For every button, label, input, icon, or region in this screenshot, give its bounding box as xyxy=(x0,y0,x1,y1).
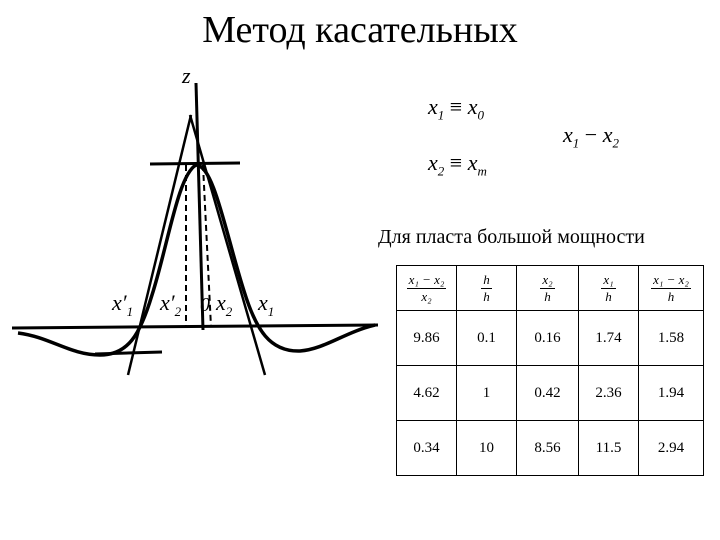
table-row xyxy=(397,311,704,366)
header-cell: $\frac{\text{x₂}}{h}$ xyxy=(517,266,579,311)
table-cell: 1 xyxy=(457,366,517,421)
table-row xyxy=(397,366,704,421)
table-cell: 0.16 xyxy=(517,311,579,366)
table-cell: 2.94 xyxy=(639,421,704,476)
table-row xyxy=(397,421,704,476)
header-cell: $\frac{\text{x₁ − x₂}}{\text{x₂}}$ xyxy=(397,266,457,311)
table-cell: 1.58 xyxy=(639,311,704,366)
table-cell: 4.62 xyxy=(397,366,457,421)
label-zero: 0 xyxy=(200,294,210,316)
results-table xyxy=(396,265,704,476)
header-cell: $\frac{\text{x₁ − x₂}}{h}$ xyxy=(639,266,704,311)
table-cell: 0.1 xyxy=(457,311,517,366)
header-cell: $\frac{\text{x₁}}{h}$ xyxy=(579,266,639,311)
table-cell: 9.86 xyxy=(397,311,457,366)
table-caption: Для пласта большой мощности xyxy=(378,226,645,248)
table-cell: 8.56 xyxy=(517,421,579,476)
left-tangent-line xyxy=(128,115,191,375)
equation-x1-x0: $x_1 \equiv x_0$ xyxy=(428,94,484,123)
table-cell: 0.42 xyxy=(517,366,579,421)
table-header-row xyxy=(397,266,704,311)
tangent-method-figure xyxy=(0,55,390,395)
baseline xyxy=(12,325,378,328)
table-cell: 10 xyxy=(457,421,517,476)
table-cell: 2.36 xyxy=(579,366,639,421)
difference-x1-x2: $x_1 - x_2$ xyxy=(563,122,619,151)
equation-x2-xm: $x_2 \equiv x_m$ xyxy=(428,150,487,179)
vertical-axis xyxy=(196,83,203,330)
slide-title: Метод касательных xyxy=(202,9,518,51)
header-cell: $\frac{h}{h}$ xyxy=(457,266,517,311)
table-cell: 1.94 xyxy=(639,366,704,421)
table-cell: 0.34 xyxy=(397,421,457,476)
axis-label-z: z xyxy=(182,63,191,88)
label-x2: $x_2$ xyxy=(216,290,233,319)
table-cell: 11.5 xyxy=(579,421,639,476)
label-x1: $x_1$ xyxy=(258,290,275,319)
label-x2-prime: $x'_2$ xyxy=(160,290,182,319)
table-cell: 1.74 xyxy=(579,311,639,366)
label-x1-prime: $x'_1$ xyxy=(112,290,134,319)
